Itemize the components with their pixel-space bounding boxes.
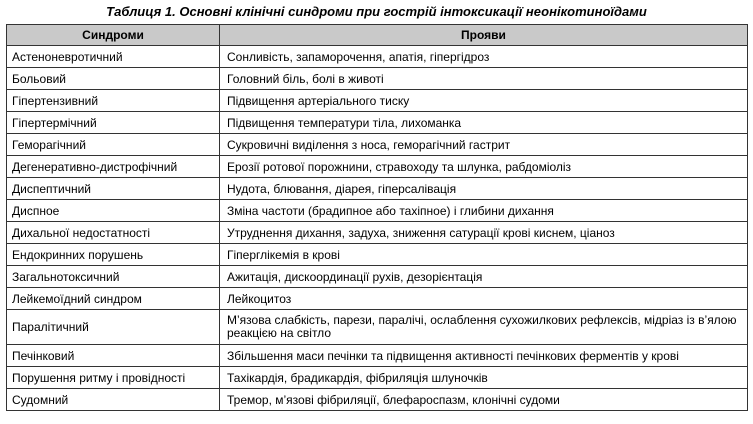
syndrome-cell: Ендокринних порушень	[7, 244, 220, 266]
manifestation-cell: Підвищення температури тіла, лихоманка	[220, 112, 748, 134]
table-header-row	[7, 25, 748, 46]
syndrome-cell: Загальнотоксичний	[7, 266, 220, 288]
table-row	[7, 68, 748, 90]
table-row	[7, 310, 748, 345]
syndrome-cell: Паралітичний	[7, 310, 220, 345]
table-caption: Таблиця 1. Основні клінічні синдроми при гострій інтоксикації неонікотиноїдами	[106, 4, 647, 19]
manifestation-cell: Сукровичні виділення з носа, геморагічний гастрит	[220, 134, 748, 156]
manifestation-cell: Тахікардія, брадикардія, фібриляція шлуночків	[220, 367, 748, 389]
syndrome-cell: Больовий	[7, 68, 220, 90]
manifestation-cell: Нудота, блювання, діарея, гіперсалівація	[220, 178, 748, 200]
column-header-syndromes: Синдроми	[7, 25, 220, 46]
manifestation-cell: Гіперглікемія в крові	[220, 244, 748, 266]
syndrome-cell: Диспное	[7, 200, 220, 222]
manifestation-cell: Утруднення дихання, задуха, зниження сатурації крові киснем, ціаноз	[220, 222, 748, 244]
manifestation-cell: Ерозії ротової порожнини, стравоходу та шлунка, рабдоміоліз	[220, 156, 748, 178]
table-row	[7, 345, 748, 367]
syndrome-cell: Дегенеративно-дистрофічний	[7, 156, 220, 178]
syndrome-cell: Геморагічний	[7, 134, 220, 156]
syndrome-cell: Гіпертермічний	[7, 112, 220, 134]
manifestation-cell: Лейкоцитоз	[220, 288, 748, 310]
table-row	[7, 389, 748, 411]
manifestation-cell: Збільшення маси печінки та підвищення активності печінкових ферментів у крові	[220, 345, 748, 367]
syndrome-cell: Астеноневротичний	[7, 46, 220, 68]
column-header-manifestations: Прояви	[220, 25, 748, 46]
manifestation-cell: Підвищення артеріального тиску	[220, 90, 748, 112]
syndrome-cell: Гіпертензивний	[7, 90, 220, 112]
table-row	[7, 288, 748, 310]
table-row	[7, 156, 748, 178]
manifestation-cell: Сонливість, запаморочення, апатія, гіпергідроз	[220, 46, 748, 68]
syndromes-table	[6, 24, 748, 411]
manifestation-cell: Тремор, м’язові фібриляції, блефароспазм, клонічні судоми	[220, 389, 748, 411]
manifestation-cell: Головний біль, болі в животі	[220, 68, 748, 90]
table-row	[7, 200, 748, 222]
syndrome-cell: Диспептичний	[7, 178, 220, 200]
manifestation-cell: Зміна частоти (брадипное або тахіпное) і глибини дихання	[220, 200, 748, 222]
table-row	[7, 367, 748, 389]
syndrome-cell: Судомний	[7, 389, 220, 411]
table-row	[7, 178, 748, 200]
manifestation-cell: Ажитація, дискоординації рухів, дезорієнтація	[220, 266, 748, 288]
table-row	[7, 112, 748, 134]
manifestation-cell: М’язова слабкість, парези, паралічі, ослаблення сухожилкових рефлексів, мідріаз із в’ялою реакцією на світло	[220, 310, 748, 345]
table-row	[7, 90, 748, 112]
table-row	[7, 244, 748, 266]
syndrome-cell: Дихальної недостатності	[7, 222, 220, 244]
syndrome-cell: Лейкемоїдний синдром	[7, 288, 220, 310]
syndrome-cell: Порушення ритму і провідності	[7, 367, 220, 389]
table-row	[7, 134, 748, 156]
syndrome-cell: Печінковий	[7, 345, 220, 367]
table-row	[7, 266, 748, 288]
table-row	[7, 222, 748, 244]
table-row	[7, 46, 748, 68]
